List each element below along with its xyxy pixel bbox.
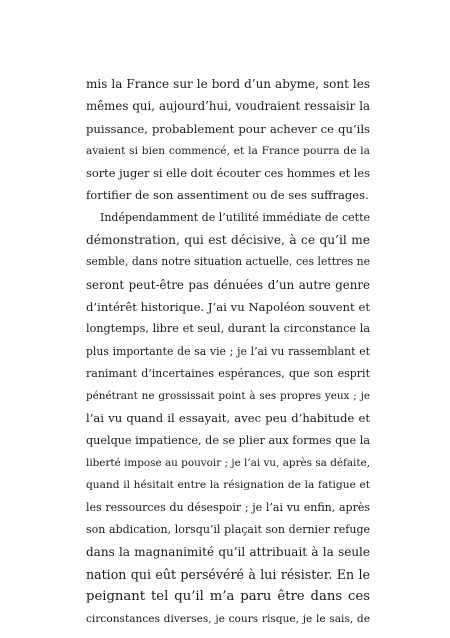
text-line: circonstances diverses, je cours risque, je le sais, de	[86, 613, 370, 626]
text-line: pénétrant ne grossissait point à ses propres yeux ; je	[86, 390, 370, 403]
text-line: fortifier de son assentiment ou de ses suffrages.	[86, 188, 369, 203]
text-line: seront peut-être pas dénuées d’un autre genre	[86, 277, 370, 292]
text-line: mêmes qui, aujourd’hui, voudraient ressaisir la	[86, 99, 370, 114]
body-text	[86, 73, 370, 630]
text-line: sorte juger si elle doit écouter ces hommes et les	[86, 166, 370, 181]
paragraph	[86, 207, 370, 631]
text-line: peignant tel qu’il m’a paru être dans ces	[86, 588, 370, 604]
text-line: son abdication, lorsqu’il plaçait son dernier refuge	[86, 522, 370, 536]
text-line: longtemps, libre et seul, durant la circonstance la	[86, 322, 370, 336]
text-line: Indépendamment de l’utilité immédiate de cette	[100, 210, 370, 224]
text-line: plus importante de sa vie ; je l’ai vu rassemblant et	[86, 344, 370, 358]
text-line: semble, dans notre situation actuelle, ces lettres ne	[86, 255, 370, 269]
text-line: mis la France sur le bord d’un abyme, sont les	[86, 77, 370, 91]
text-line: dans la magnanimité qu’il attribuait à la seule	[86, 545, 370, 560]
text-line: puissance, probablement pour achever ce qu’ils	[86, 121, 370, 136]
text-line: quelque impatience, de se plier aux formes que la	[86, 433, 370, 447]
text-line: d’intérêt historique. J’ai vu Napoléon souvent et	[86, 299, 370, 314]
text-line: quand il hésitait entre la résignation de la fatigue et	[86, 479, 370, 492]
paragraph	[86, 73, 370, 207]
text-line: ranimant d’incertaines espérances, que son esprit	[86, 366, 370, 380]
text-line: liberté impose au pouvoir ; je l’ai vu, après sa défaite,	[86, 457, 370, 470]
text-line: démonstration, qui est décisive, à ce qu’il me	[86, 233, 370, 248]
text-line: avaient si bien commencé, et la France pourra de la	[86, 144, 370, 157]
text-line: l’ai vu quand il essayait, avec peu d’habitude et	[86, 411, 370, 426]
text-line: nation qui eût persévéré à lui résister. En le	[86, 566, 370, 582]
text-line: les ressources du désespoir ; je l’ai vu enfin, après	[86, 500, 370, 514]
